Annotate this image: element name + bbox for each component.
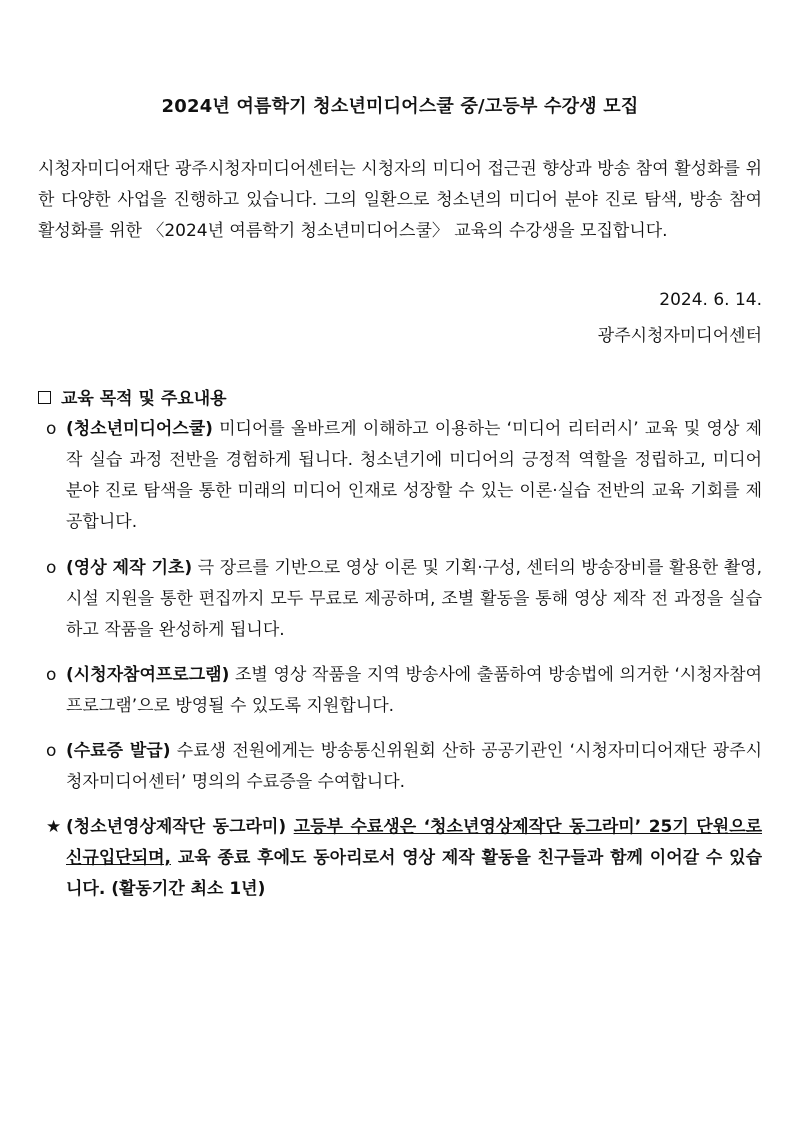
list-item-label: (수료증 발급) [66, 741, 171, 761]
issuing-organization: 광주시청자미디어센터 [597, 326, 762, 346]
checkbox-square-icon [38, 391, 51, 404]
list-item-body [66, 660, 762, 722]
bullet-circle-icon: o [46, 741, 57, 761]
announcement-date: 2024. 6. 14. [659, 290, 762, 310]
list-item-label: (청소년미디어스쿨) [66, 419, 213, 439]
intro-paragraph [38, 154, 762, 247]
section-heading-text: 교육 목적 및 주요내용 [61, 389, 227, 409]
list-item-label: (시청자참여프로그램) [66, 665, 230, 685]
notice-text: 교육 종료 후에도 동아리로서 영상 제작 활동을 친구들과 함께 이어갈 수 있습니다. (활동기간 최소 1년) [66, 848, 762, 899]
document-title: 2024년 여름학기 청소년미디어스쿨 중/고등부 수강생 모집 [161, 96, 639, 117]
notice-label: (청소년영상제작단 동그라미) [66, 817, 287, 837]
intro-text: 시청자미디어재단 광주시청자미디어센터는 시청자의 미디어 접근권 향상과 방송 참여 활성화를 위한 다양한 사업을 진행하고 있습니다. 그의 일환으로 청소년의 미디어 분야 진로 탐색, 방송 참여 활성화를 위한 〈2024년 여름학기 청소년미디어스쿨〉 교육의 수강생을 모집합니다. [38, 159, 762, 241]
notice-block [46, 812, 762, 905]
list-item-text: 수료생 전원에게는 방송통신위원회 산하 공공기관인 ‘시청자미디어재단 광주시청자미디어센터’ 명의의 수료증을 수여합니다. [66, 741, 762, 792]
list-item [46, 553, 762, 646]
list-item [46, 414, 762, 538]
list-item-text: 미디어를 올바르게 이해하고 이용하는 ‘미디어 리터러시’ 교육 및 영상 제작 실습 과정 전반을 경험하게 됩니다. 청소년기에 미디어의 긍정적 역할을 정립하고, 미디어 분야 진로 탐색을 통한 미래의 미디어 인재로 성장할 수 있는 이론·실습 전반의 교육 기회를 제공합니다. [66, 419, 762, 532]
notice-body [66, 812, 762, 905]
bullet-circle-icon: o [46, 419, 57, 439]
list-item-text: 극 장르를 기반으로 영상 이론 및 기획·구성, 센터의 방송장비를 활용한 촬영, 시설 지원을 통한 편집까지 모두 무료로 제공하며, 조별 활동을 통해 영상 제작 전 과정을 실습하고 작품을 완성하게 됩니다. [66, 558, 762, 640]
list-item [46, 736, 762, 798]
bullet-circle-icon: o [46, 665, 57, 685]
star-icon: ★ [46, 817, 62, 837]
list-item-body [66, 414, 762, 538]
list-item-body [66, 553, 762, 646]
list-item-label: (영상 제작 기초) [66, 558, 193, 578]
section-heading [38, 384, 227, 409]
notice-underlined-text: 고등부 수료생은 ‘청소년영상제작단 동그라미’ 25기 단원으로 신규입단되며, [66, 817, 763, 868]
list-item-text: 조별 영상 작품을 지역 방송사에 출품하여 방송법에 의거한 ‘시청자참여프로그램’으로 방영될 수 있도록 지원합니다. [66, 665, 762, 716]
list-item-body [66, 736, 762, 798]
bullet-circle-icon: o [46, 558, 57, 578]
list-item [46, 660, 762, 722]
